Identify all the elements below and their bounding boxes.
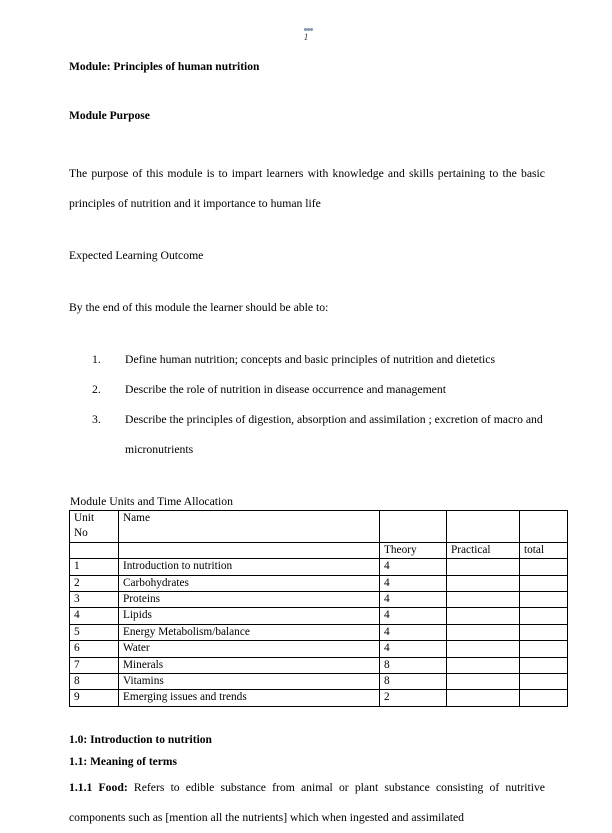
header-cell-blank-2: [447, 511, 520, 543]
cell-name: Introduction to nutrition: [119, 559, 380, 575]
cell-total: [520, 624, 568, 640]
list-item: Describe the role of nutrition in disease occurrence and management: [125, 383, 446, 396]
cell-total: [520, 559, 568, 575]
cell-name: Minerals: [119, 657, 380, 673]
table-row: [70, 690, 568, 706]
header-cell-blank-1: [380, 511, 447, 543]
dot-3-icon: [310, 28, 313, 31]
subheader-cell-total: total: [520, 542, 568, 558]
cell-total: [520, 575, 568, 591]
cell-unit-no: 2: [70, 575, 119, 591]
unit-no-line-1: Unit: [74, 512, 95, 524]
cell-practical: [447, 624, 520, 640]
section-heading-1-1: 1.1: Meaning of terms: [69, 755, 177, 768]
cell-practical: [447, 674, 520, 690]
term-label: 1.1.1 Food:: [69, 780, 128, 794]
table-row: [70, 575, 568, 591]
module-title: Module: Principles of human nutrition: [69, 61, 260, 73]
cell-unit-no: 9: [70, 690, 119, 706]
cell-practical: [447, 608, 520, 624]
cell-theory: 4: [380, 592, 447, 608]
cell-unit-no: 7: [70, 657, 119, 673]
cell-total: [520, 690, 568, 706]
table-header-row-1: [70, 511, 568, 543]
cell-name: Vitamins: [119, 674, 380, 690]
spacer: [69, 122, 545, 159]
spacer: [69, 465, 545, 495]
cell-practical: [447, 641, 520, 657]
cell-theory: 4: [380, 575, 447, 591]
cell-name: Water: [119, 641, 380, 657]
list-item: Describe the principles of digestion, absorption and assimilation ; excretion of macro and micronutrients: [125, 413, 543, 456]
page-number: 1: [303, 33, 309, 43]
table-row: [70, 608, 568, 624]
cell-practical: [447, 575, 520, 591]
spacer: [69, 74, 545, 111]
module-purpose-heading: Module Purpose: [69, 109, 150, 122]
module-purpose-paragraph: The purpose of this module is to impart learners with knowledge and skills pertaining to the basic principles of nutrition and it importance to human life: [69, 167, 545, 210]
section-heading-1-0: 1.0: Introduction to nutrition: [69, 733, 212, 746]
cell-unit-no: 5: [70, 624, 119, 640]
outcome-intro-text: By the end of this module the learner should be able to:: [69, 301, 329, 314]
cell-theory: 8: [380, 657, 447, 673]
cell-practical: [447, 559, 520, 575]
learning-outcomes-list: [69, 345, 545, 465]
list-item: Define human nutrition; concepts and basic principles of nutrition and dietetics: [125, 353, 496, 366]
subheader-cell-practical: Practical: [447, 542, 520, 558]
cell-total: [520, 608, 568, 624]
cell-name: Carbohydrates: [119, 575, 380, 591]
header-cell-blank-3: [520, 511, 568, 543]
unit-no-line-2: No: [74, 527, 88, 540]
table-row: [70, 559, 568, 575]
cell-theory: 4: [380, 641, 447, 657]
cell-theory: 4: [380, 559, 447, 575]
document-content: [69, 62, 545, 833]
table-header-row-2: [70, 542, 568, 558]
cell-theory: 4: [380, 608, 447, 624]
cell-unit-no: 6: [70, 641, 119, 657]
cell-theory: 8: [380, 674, 447, 690]
term-definition-text: Refers to edible substance from animal or plant substance consisting of nutritive components such as [mention all the nutrients] which when ingested and assimilated: [69, 780, 545, 824]
cell-total: [520, 592, 568, 608]
header-cell-name: Name: [119, 511, 380, 543]
cell-total: [520, 657, 568, 673]
module-units-table: [69, 510, 568, 707]
cell-unit-no: 8: [70, 674, 119, 690]
cell-unit-no: 1: [70, 559, 119, 575]
cell-name: Proteins: [119, 592, 380, 608]
spacer: [69, 707, 545, 729]
cell-unit-no: 4: [70, 608, 119, 624]
cell-theory: 2: [380, 690, 447, 706]
cell-total: [520, 641, 568, 657]
page-running-header: [0, 26, 612, 44]
subheader-cell-blank-2: [119, 542, 380, 558]
table-row: [70, 624, 568, 640]
spacer: [69, 271, 545, 293]
subheader-cell-blank-1: [70, 542, 119, 558]
cell-practical: [447, 690, 520, 706]
spacer: [69, 219, 545, 241]
spacer: [69, 323, 545, 345]
expected-outcome-heading: Expected Learning Outcome: [69, 249, 204, 262]
cell-name: Emerging issues and trends: [119, 690, 380, 706]
cell-total: [520, 674, 568, 690]
table-row: [70, 674, 568, 690]
table-row: [70, 657, 568, 673]
subheader-cell-theory: Theory: [380, 542, 447, 558]
cell-theory: 4: [380, 624, 447, 640]
table-caption: Module Units and Time Allocation: [70, 495, 233, 508]
table-row: [70, 641, 568, 657]
term-definition-paragraph: [69, 773, 545, 833]
header-cell-unit-no: [70, 511, 119, 543]
three-dots-decoration-icon: [4, 26, 612, 33]
cell-name: Energy Metabolism/balance: [119, 624, 380, 640]
cell-unit-no: 3: [70, 592, 119, 608]
table-row: [70, 592, 568, 608]
cell-name: Lipids: [119, 608, 380, 624]
cell-practical: [447, 592, 520, 608]
cell-practical: [447, 657, 520, 673]
